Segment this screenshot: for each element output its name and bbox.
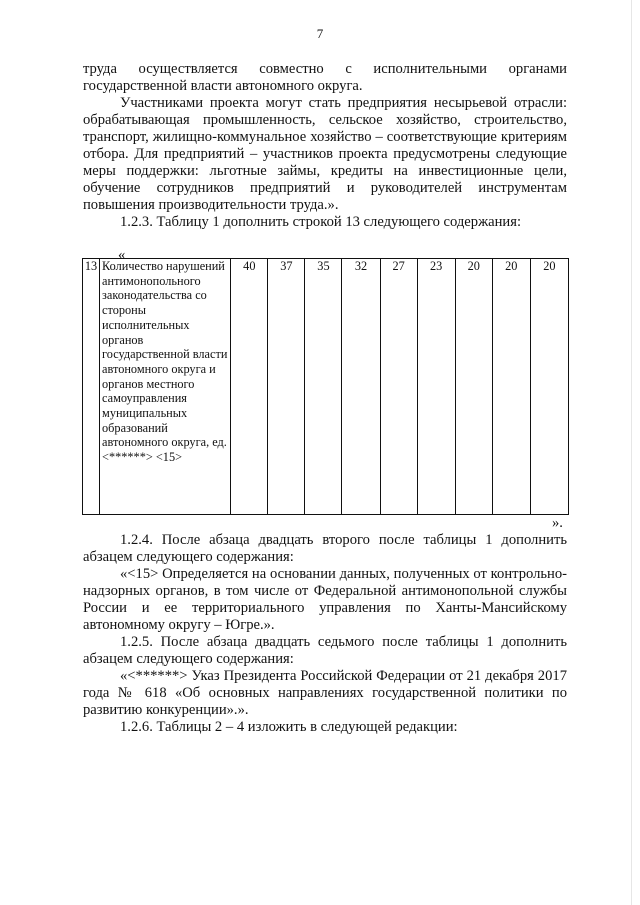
value-cell: 20 [530, 259, 568, 515]
paragraph-participants: Участниками проекта могут стать предприятия несырьевой отрасли: обрабатывающая промышленность, сельское хозяйство, строительство, транспорт, жилищно-коммунальное хозяйство – соответствующие критериям отбора. Для предприятий – участников проекта предусмотрены следующие меры поддержки: льготные займы, кредиты на инвестиционные цели, обучение сотрудников предприятий и руководителей инструментам повышения производительности труда.». [83, 95, 567, 213]
value-cell: 32 [342, 259, 380, 515]
paragraph-1-2-5: 1.2.5. После абзаца двадцать седьмого после таблицы 1 дополнить абзацем следующего содержания: [83, 634, 567, 667]
value-cell: 20 [492, 259, 530, 515]
opening-quote: « [118, 247, 126, 263]
paragraph-1-2-4: 1.2.4. После абзаца двадцать второго после таблицы 1 дополнить абзацем следующего содержания: [83, 532, 567, 565]
paragraph-footnote-decree: «<******> Указ Президента Российской Федерации от 21 декабря 2017 года № 618 «Об основных направлениях государственной политики по развитию конкуренции».». [83, 668, 567, 718]
paragraph-footnote-15: «<15> Определяется на основании данных, полученных от контрольно-надзорных органов, в том числе от Федеральной антимонопольной службы России и ее территориального управления по Ханты-Мансийскому автономному округу – Югре.». [83, 566, 567, 633]
paragraph-1-2-6: 1.2.6. Таблицы 2 – 4 изложить в следующей редакции: [120, 719, 458, 735]
value-cell: 27 [380, 259, 417, 515]
page-number: 7 [316, 26, 324, 41]
value-cell: 40 [231, 259, 268, 515]
paragraph-1-2-3: 1.2.3. Таблицу 1 дополнить строкой 13 следующего содержания: [120, 214, 522, 230]
bottom-text-block [83, 532, 567, 736]
scan-edge-line [631, 0, 632, 905]
closing-quote: ». [552, 515, 563, 531]
value-cell: 23 [417, 259, 455, 515]
paragraph-continuation: труда осуществляется совместно с исполнительными органами государственной власти автономного округа. [83, 61, 567, 94]
top-text-block [83, 61, 567, 231]
value-cell: 35 [305, 259, 342, 515]
value-cell: 37 [268, 259, 305, 515]
table-row [83, 259, 569, 515]
value-cell: 20 [455, 259, 492, 515]
row-number: 13 [83, 259, 100, 515]
table-1-row-13 [82, 258, 569, 515]
indicator-name: Количество нарушений антимонопольного законодательства со стороны исполнительных органов государственной власти автономного округа и органов местного самоуправления муниципальных образований автономного округа, ед. <******> <15> [100, 259, 231, 515]
